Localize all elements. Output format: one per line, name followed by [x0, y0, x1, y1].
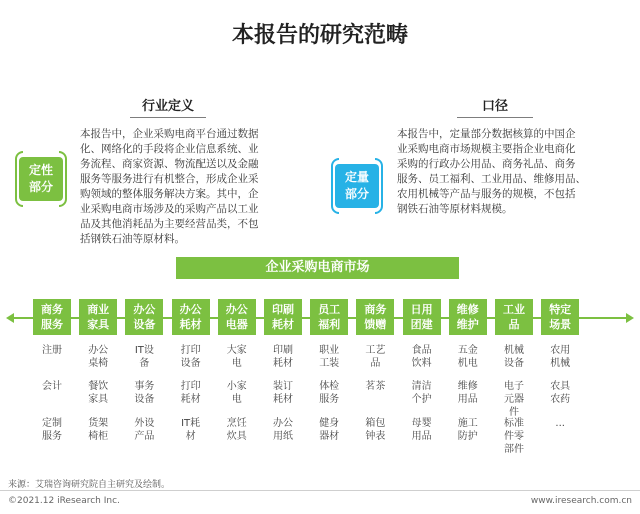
category-box [172, 299, 210, 335]
category-box [541, 299, 579, 335]
category-item-line: 元器 [504, 394, 524, 405]
category-item-line: 食品 [411, 345, 432, 356]
category-item-line: 用品 [411, 431, 432, 442]
category-item-line: 电 [231, 358, 242, 369]
category-item-line: 品 [370, 358, 381, 369]
category-item-line: 设备 [504, 358, 524, 369]
category-item-line: 打印 [180, 381, 201, 392]
paragraph-line: 品及其他消耗品为主要经营品类，不包 [80, 218, 259, 230]
paragraph-line: 本报告中，定量部分数据核算的中国企 [397, 128, 576, 140]
category-item-line: 维修 [457, 381, 478, 392]
category-item-line: ... [555, 418, 565, 429]
category-item-line: 服务 [42, 431, 62, 442]
paragraph-line: 农用机械等产品与服务的规模，不包括 [397, 188, 576, 200]
category-item-line: 椅柜 [88, 431, 109, 442]
category-item-line: 机械 [550, 358, 571, 369]
badge-line-2: 部分 [344, 187, 369, 201]
category-item-line: 定制 [42, 418, 62, 429]
definition-paragraph [80, 127, 290, 247]
category-item [167, 417, 215, 443]
category-item-line: 耗材 [273, 358, 293, 369]
category-item-line: 农药 [550, 394, 571, 405]
category-item-line: 母婴 [411, 418, 432, 429]
category-item [444, 380, 492, 406]
badge-line-1: 定量 [344, 170, 369, 184]
category-item [28, 380, 76, 393]
category-item [259, 417, 307, 443]
heading-underline [130, 117, 206, 118]
category-item-line: 体检 [319, 381, 340, 392]
category-label-line: 商业 [87, 303, 110, 316]
category-label-line: 耗材 [272, 318, 294, 331]
scope-paragraph [397, 127, 609, 217]
category-item [536, 417, 584, 430]
badge-line-1: 定性 [28, 163, 53, 177]
category-item-line: 外设 [134, 418, 155, 429]
paragraph-line: 本报告中，企业采购电商平台通过数据 [80, 128, 259, 140]
category-item-line: 烹饪 [226, 418, 247, 429]
category-item-line: 设备 [180, 358, 201, 369]
category-item-line: 机械 [504, 345, 524, 356]
category-item-line: 施工 [457, 418, 478, 429]
category-label-line: 场景 [549, 318, 572, 331]
category-item-line: 材 [185, 431, 196, 442]
category-item-line: 职业 [319, 345, 340, 356]
category-item-line: 办公 [88, 345, 109, 356]
category-label-line: 耗材 [179, 318, 202, 331]
category-item [351, 380, 399, 393]
category-item [305, 380, 353, 406]
category-label-line: 员工 [318, 303, 341, 316]
category-item [213, 417, 261, 443]
category-item-line: 农用 [550, 345, 571, 356]
category-item-line: 个护 [411, 394, 432, 405]
category-item [398, 344, 446, 370]
heading-underline [457, 117, 533, 118]
paragraph-line: 购领域的整体服务解决方案。其中，企 [80, 188, 259, 200]
category-label-line: 工业 [503, 303, 525, 316]
category-item-line: 清洁 [411, 381, 432, 392]
paragraph-line: 括钢铁石油等原材料。 [80, 233, 185, 245]
qualitative-badge [19, 157, 63, 201]
market-banner: 企业采购电商市场 [176, 257, 459, 279]
category-box [33, 299, 71, 335]
category-item [536, 344, 584, 370]
category-item [74, 344, 122, 370]
category-item-line: 印刷 [273, 345, 293, 356]
category-label-line: 特定 [549, 303, 572, 316]
category-label-line: 办公 [133, 303, 156, 316]
arrow-right-icon [626, 313, 634, 323]
category-item [28, 417, 76, 443]
category-item [74, 417, 122, 443]
category-item [28, 344, 76, 357]
category-item-line: 打印 [180, 345, 201, 356]
category-item-line: 耗材 [273, 394, 293, 405]
category-box [125, 299, 163, 335]
category-item-line: 电 [231, 394, 242, 405]
paragraph-line: 化、网络化的手段将企业信息系统、业 [80, 143, 259, 155]
category-item-line: 耗材 [180, 394, 201, 405]
category-item-line: 装订 [273, 381, 293, 392]
category-item-line: IT设 [134, 345, 154, 356]
category-item [536, 380, 584, 406]
category-label-line: 商务 [41, 303, 63, 316]
category-label-line: 服务 [41, 318, 63, 331]
category-item [351, 417, 399, 443]
category-item-line: 设备 [134, 394, 155, 405]
category-item-line: 家具 [88, 394, 109, 405]
category-item [398, 417, 446, 443]
section-heading-definition: 行业定义 [141, 99, 194, 114]
category-item-line: 农具 [550, 381, 571, 392]
arrow-left-icon [6, 313, 14, 323]
category-item-line: 箱包 [365, 418, 386, 429]
category-item-line: 小家 [226, 381, 247, 392]
category-label-line: 品 [508, 318, 520, 331]
paragraph-line: 业采购电商市场规模主要指企业电商化 [397, 143, 576, 155]
paragraph-line: 服务、员工福利、工业用品、维修用品、 [397, 173, 586, 185]
category-label-line: 维护 [456, 318, 479, 331]
category-item [490, 344, 538, 370]
category-item-line: 注册 [42, 345, 62, 356]
category-label-line: 馈赠 [364, 318, 387, 331]
category-box [264, 299, 302, 335]
category-label-line: 办公 [225, 303, 248, 316]
category-item-line: 服务 [319, 394, 340, 405]
badge-line-2: 部分 [28, 180, 53, 194]
category-item [490, 380, 538, 419]
category-box [218, 299, 256, 335]
category-item [213, 380, 261, 406]
category-box [310, 299, 348, 335]
category-item-line: 防护 [457, 431, 478, 442]
category-label-line: 日用 [410, 303, 433, 316]
category-item-line: 办公 [273, 418, 293, 429]
category-item-line: 件零 [504, 431, 524, 442]
category-item-line: 货架 [88, 418, 109, 429]
category-item-line: 健身 [319, 418, 340, 429]
category-item-line: 大家 [226, 345, 247, 356]
website: www.iresearch.com.cn [530, 496, 632, 506]
paragraph-line: 采购的行政办公用品、商务礼品、商务 [397, 158, 576, 170]
category-item-line: 事务 [134, 381, 155, 392]
category-item-line: 工艺 [365, 345, 386, 356]
category-item [167, 380, 215, 406]
section-heading-scope: 口径 [481, 99, 508, 114]
paragraph-line: 业采购电商市场涉及的采购产品以工业 [80, 203, 259, 215]
category-label-line: 福利 [318, 318, 341, 331]
category-box [79, 299, 117, 335]
category-item-line: 餐饮 [88, 381, 109, 392]
category-item-line: 桌椅 [88, 358, 109, 369]
category-item [120, 344, 168, 370]
source-note: 来源：艾瑞咨询研究院自主研究及绘制。 [8, 480, 171, 490]
category-item [167, 344, 215, 370]
category-item-line: 钟表 [365, 431, 386, 442]
category-item-line: IT耗 [181, 418, 201, 429]
category-label-line: 印刷 [272, 303, 294, 316]
category-item [259, 380, 307, 406]
category-item [120, 417, 168, 443]
category-box [403, 299, 441, 335]
category-item-line: 标准 [504, 418, 524, 429]
paragraph-line: 务流程、商家资源、物流配送以及金融 [80, 158, 259, 170]
category-item [444, 417, 492, 443]
category-item [74, 380, 122, 406]
copyright: ©2021.12 iResearch Inc. [8, 496, 120, 506]
category-label-line: 家具 [87, 318, 110, 331]
category-item-line: 饮料 [411, 358, 432, 369]
paragraph-line: 服务等服务进行有机整合，形成企业采 [80, 173, 259, 185]
category-item-line: 备 [139, 358, 150, 369]
category-label-line: 办公 [179, 303, 202, 316]
category-item-line: 器材 [319, 431, 340, 442]
category-label-line: 团建 [410, 318, 433, 331]
category-label-line: 设备 [133, 318, 156, 331]
category-box [356, 299, 394, 335]
category-item [213, 344, 261, 370]
category-label-line: 商务 [364, 303, 387, 316]
category-item [444, 344, 492, 370]
category-item-line: 茗茶 [365, 381, 386, 392]
category-item [259, 344, 307, 370]
category-item [398, 380, 446, 406]
category-item-line: 件 [509, 407, 519, 418]
category-item [120, 380, 168, 406]
category-item-line: 用品 [457, 394, 478, 405]
category-item-line: 炊具 [226, 431, 247, 442]
category-item-line: 用纸 [273, 431, 293, 442]
footer-divider [0, 490, 640, 491]
category-item-line: 部件 [504, 444, 524, 455]
category-item-line: 五金 [457, 345, 478, 356]
category-item-line: 会计 [42, 381, 62, 392]
category-item-line: 电子 [504, 381, 524, 392]
category-item-line: 产品 [134, 431, 155, 442]
category-label-line: 维修 [456, 303, 479, 316]
paragraph-line: 钢铁石油等原材料规模。 [397, 203, 513, 215]
category-item [305, 417, 353, 443]
category-box [495, 299, 533, 335]
category-item-line: 机电 [457, 358, 478, 369]
category-item [490, 417, 538, 456]
category-item-line: 工装 [319, 358, 340, 369]
category-item [351, 344, 399, 370]
category-item [305, 344, 353, 370]
category-box [449, 299, 487, 335]
quantitative-badge [335, 164, 379, 208]
category-label-line: 电器 [225, 318, 248, 331]
page-title: 本报告的研究范畴 [231, 23, 408, 48]
